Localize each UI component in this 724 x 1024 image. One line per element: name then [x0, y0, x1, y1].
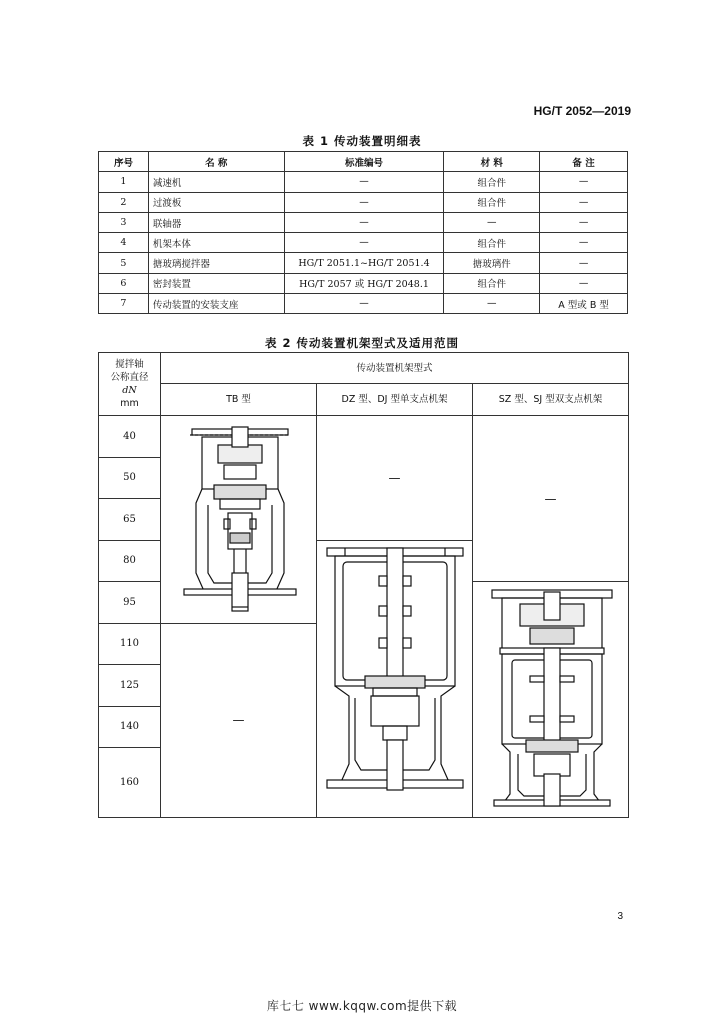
cell: 组合件	[444, 273, 540, 293]
cell: 减速机	[148, 172, 284, 192]
page-number: 3	[617, 911, 623, 922]
cell: —	[444, 294, 540, 314]
cell: 1	[99, 172, 149, 192]
cell: 组合件	[444, 192, 540, 212]
tb-frame-drawing	[180, 423, 300, 613]
cell: —	[284, 294, 444, 314]
dn-value: 110	[99, 623, 161, 665]
cell: 搪玻璃搅拌器	[148, 253, 284, 273]
cell: A 型或 B 型	[540, 294, 628, 314]
cell: —	[284, 172, 444, 192]
cell: 联轴器	[148, 212, 284, 232]
sz-frame-drawing	[490, 588, 614, 808]
cell: 搪玻璃件	[444, 253, 540, 273]
table1-header: 序号	[99, 152, 149, 172]
dn-value: 40	[99, 416, 161, 458]
dn-header-line: 公称直径	[110, 372, 149, 383]
cell: —	[540, 212, 628, 232]
cell: HG/T 2051.1~HG/T 2051.4	[284, 253, 444, 273]
cell: 6	[99, 273, 149, 293]
dn-value: 140	[99, 706, 161, 748]
sz-dash: —	[473, 416, 629, 582]
table1-header: 材 料	[444, 152, 540, 172]
cell: —	[540, 172, 628, 192]
sz-type-header: SZ 型、SJ 型双支点机架	[473, 384, 629, 416]
cell: 过渡板	[148, 192, 284, 212]
cell: —	[540, 233, 628, 253]
cell: 组合件	[444, 172, 540, 192]
dz-dash: —	[317, 416, 473, 541]
dn-header	[99, 353, 161, 416]
dn-value: 160	[99, 748, 161, 818]
table1-header: 名 称	[148, 152, 284, 172]
table1-caption: 表 1 传动装置明细表	[302, 134, 422, 148]
dn-header-line: mm	[120, 398, 139, 409]
table-row	[99, 172, 628, 192]
dn-value: 125	[99, 665, 161, 707]
footer-watermark: 库七七 www.kqqw.com提供下载	[266, 999, 458, 1013]
dn-value: 50	[99, 457, 161, 499]
cell: 组合件	[444, 233, 540, 253]
table-row	[99, 192, 628, 212]
cell: 3	[99, 212, 149, 232]
table-row	[99, 212, 628, 232]
cell: HG/T 2057 或 HG/T 2048.1	[284, 273, 444, 293]
table2-subheader-row	[99, 384, 629, 416]
cell: —	[284, 233, 444, 253]
cell: —	[284, 192, 444, 212]
cell: 传动装置的安装支座	[148, 294, 284, 314]
table1	[98, 151, 628, 314]
table1-header: 备 注	[540, 152, 628, 172]
tb-type-header: TB 型	[161, 384, 317, 416]
cell: —	[540, 253, 628, 273]
table2-header-row	[99, 353, 629, 384]
dn-value: 95	[99, 582, 161, 624]
dn-header-line: 搅拌轴	[115, 359, 144, 370]
table1-header: 标准编号	[284, 152, 444, 172]
cell: —	[540, 273, 628, 293]
cell: 7	[99, 294, 149, 314]
dz-frame-drawing	[325, 546, 465, 792]
dn-header-line: dN	[122, 385, 137, 396]
dz-type-header: DZ 型、DJ 型单支点机架	[317, 384, 473, 416]
dn-value: 65	[99, 499, 161, 541]
cell: —	[444, 212, 540, 232]
table-row	[99, 233, 628, 253]
table-row	[99, 273, 628, 293]
cell: 5	[99, 253, 149, 273]
dn-value: 80	[99, 540, 161, 582]
cell: 4	[99, 233, 149, 253]
cell: 机架本体	[148, 233, 284, 253]
table-row	[99, 253, 628, 273]
table-row	[99, 294, 628, 314]
table2-caption: 表 2 传动装置机架型式及适用范围	[264, 336, 459, 350]
frame-type-header: 传动装置机架型式	[161, 353, 629, 384]
cell: 2	[99, 192, 149, 212]
table1-header-row	[99, 152, 628, 172]
table-row	[99, 416, 629, 458]
standard-code: HG/T 2052—2019	[533, 104, 631, 118]
cell: —	[540, 192, 628, 212]
tb-dash: —	[161, 623, 317, 818]
cell: 密封装置	[148, 273, 284, 293]
cell: —	[284, 212, 444, 232]
